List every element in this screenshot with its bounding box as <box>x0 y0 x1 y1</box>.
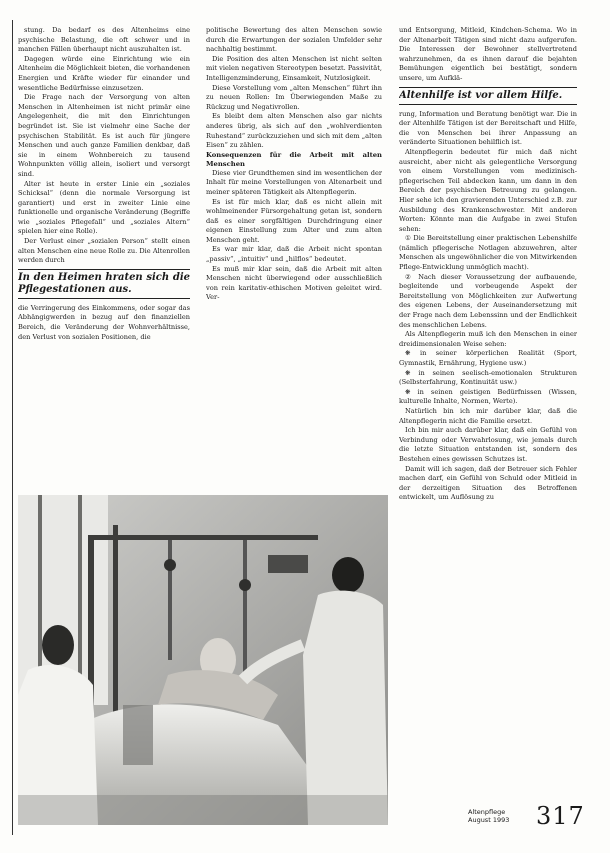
paragraph: Ich bin mir auch darüber klar, daß ein Gefühl von Verbindung oder Verwahrlosung, wie jemals durch die letzte Situation entstanden ist, sondern des Bestehen eines gewissen Schutzes ist. <box>399 426 577 463</box>
pull-quote-box <box>18 269 190 299</box>
paragraph: Alter ist heute in erster Linie ein „soziales Schicksal“ (denn die normale Versorgung ist garantiert) und erst in zweiter Linie eine funktionelle und organische Veränderung (Begriffe wie „soziales Pflegefall“ und „soziales Altern“ spielen hier eine Rolle). <box>18 179 190 236</box>
page-number: 317 <box>536 802 585 830</box>
list-item: ① Die Bereitstellung einer praktischen Lebenshilfe (nämlich pflegerische Notlagen abzuwehren, alter Menschen als ungewöhnlicher die von Mitwirkenden Pflege-Entwicklung unmöglich macht). <box>399 234 577 272</box>
paragraph: Es ist für mich klar, daß es nicht allein mit wohlmeinender Fürsorgehaltung getan ist, sondern daß es einer sorgfältigen Durchdringung einer eigenen Einstellung zum Alter und zum alten Menschen geht. <box>206 197 382 244</box>
paragraph: stung. Da bedarf es des Altenheims eine psychische Belastung, die oft schwer und in manchen Fällen überhaupt nicht auszuhalten ist. <box>18 26 190 54</box>
paragraph: Natürlich bin ich mir darüber klar, daß die Altenpflegerin nicht die Familie ersetzt. <box>399 406 577 425</box>
paragraph: Es bleibt dem alten Menschen also gar nichts anderes übrig, als sich auf den „wohlverdienten Ruhestand“ zurückzuziehen und sich mit dem „alten Eisen“ zu zählen. <box>206 112 382 150</box>
column-1 <box>18 26 190 496</box>
paragraph: Altenpflegerin bedeutet für mich daß nicht ausreicht, aber nicht als gelegentliche Versorgung von einem Vorstellungen vom medizinisch-pflegerischen Teil abdecken kann, um dann in den Bereich der psychischen Betreuung zu gelangen. Hier sehe ich den gravierenden Unterschied z.B. zur Ausbildung des Krankenschwester. Mit anderen Worten: Könnte man die Aufgabe in zwei Stufen sehen: <box>399 147 577 233</box>
paragraph: Damit will ich sagen, daß der Betreuer sich Fehler machen darf, ein Gefühl von Schuld oder Mitleid in der derzeitigen Situation des Betroffenen entwickelt, um Auflösung zu <box>399 464 577 502</box>
paragraph: politische Bewertung des alten Menschen sowie durch die Erwartungen der sozialen Umfelder sehr nachhaltig bestimmt. <box>206 26 382 54</box>
pull-quote-headline: Altenhilfe ist vor allem Hilfe. <box>399 89 563 101</box>
list-item: ❋ in seinen geistigen Bedürfnissen (Wissen, kulturelle Inhalte, Normen, Werte). <box>399 387 577 406</box>
paragraph: Als Altenpflegerin muß ich den Menschen in einer dreidimensionalen Weise sehen: <box>399 330 577 348</box>
paragraph: Dagegen würde eine Einrichtung wie ein Altenheim die Möglichkeit bieten, die vorhandenen Energien und Kräfte wieder für einander und wesentliche Bedürfnisse einzusetzen. <box>18 54 190 92</box>
list-item: ❋ in seiner körperlichen Realität (Sport, Gymnastik, Ernährung, Hygiene usw.) <box>399 349 577 367</box>
column-3 <box>399 26 577 766</box>
journal-issue-label: Altenpflege August 1993 <box>468 808 510 824</box>
paragraph: Diese vier Grundthemen sind im wesentlichen der Inhalt für meine Vorstellungen von Altenarbeit und meiner späteren Tätigkeit als Altenpflegerin. <box>206 168 382 196</box>
photo-illustration <box>18 495 388 825</box>
section-subheading: Konsequenzen für die Arbeit mit alten Menschen <box>206 150 382 168</box>
paragraph: Diese Vorstellung vom „alten Menschen“ führt ihn zu neuen Rollen: Im Überwiegenden Maße zu Rückzug und Negativrollen. <box>206 83 382 111</box>
paragraph: Die Position des alten Menschen ist nicht selten mit vielen negativen Stereotypen besetzt. Passivität, Intelligenzminderung, Einsamkeit, Nutzlosigkeit. <box>206 54 382 82</box>
list-item: ② Nach dieser Voraussetzung der aufbauende, begleitende und vorbeugende Aspekt der Bereitstellung von Möglichkeiten zur Aufwertung des eigenen Lebens, der Auseinandersetzung mit der Frage nach dem Lebenssinn und der Endlichkeit des menschlichen Lebens. <box>399 272 577 329</box>
article-photograph <box>18 495 388 825</box>
paragraph: rung, Information und Beratung benötigt war. Die in der Altenhilfe Tätigen ist der Bereitschaft und Hilfe, die von Menschen bei ihrer Anpassung an veränderte Situationen behilflich ist. <box>399 109 577 147</box>
paragraph: Die Frage nach der Versorgung von alten Menschen in Altenheimen ist nicht primär eine Angelegenheit, die mit den Einrichtungen begründet ist. Sie ist vielmehr eine Sache der psychischen Stabilität. Es ist auch für jüngere Menschen und auch ganze Familien denkbar, daß sie in einem Wohnbereich zu tausend Wohnpunkten völlig allein, isoliert und versorgt sind. <box>18 93 190 178</box>
paragraph: Der Verlust einer „sozialen Person“ stellt einen alten Menschen eine neue Rolle zu. Die Altenrollen werden durch <box>18 237 190 265</box>
paragraph: und Entsorgung, Mitleid, Kindchen-Schema. Wo in der Altenarbeit Tätigen sind nicht dazu aufgerufen. Die Interessen der Bewohner stellvertretend wahrzunehmen, da es ihnen darauf die bejahten Bemühungen eigentlich bei bestätigt, sondern unsere, um Aufklä- <box>399 26 577 82</box>
paragraph: Es war mir klar, daß die Arbeit nicht spontan „passiv“, „intuitiv“ und „hilflos“ bedeutet. <box>206 245 382 264</box>
pull-quote-box <box>399 87 577 105</box>
page-footer <box>468 802 588 838</box>
pull-quote-headline: In den Heimen hraten sich die Pflegestationen aus. <box>18 271 190 295</box>
left-margin-rule <box>12 20 13 835</box>
paragraph: die Verringerung des Einkommens, oder sogar das Abhängigwerden in bezug auf den finanziellen Bereich, die Veränderung der Wohnverhältnisse, den Verlust von sozialen Positionen, die <box>18 303 190 341</box>
column-2 <box>206 26 382 496</box>
paragraph: Es muß mir klar sein, daß die Arbeit mit alten Menschen nicht überwiegend oder ausschließlich von rein karitativ-ethischen Motiven geleitet wird. Ver- <box>206 264 382 302</box>
list-item: ❋ in seinen seelisch-emotionalen Strukturen (Selbsterfahrung, Kontinuität usw.) <box>399 368 577 387</box>
